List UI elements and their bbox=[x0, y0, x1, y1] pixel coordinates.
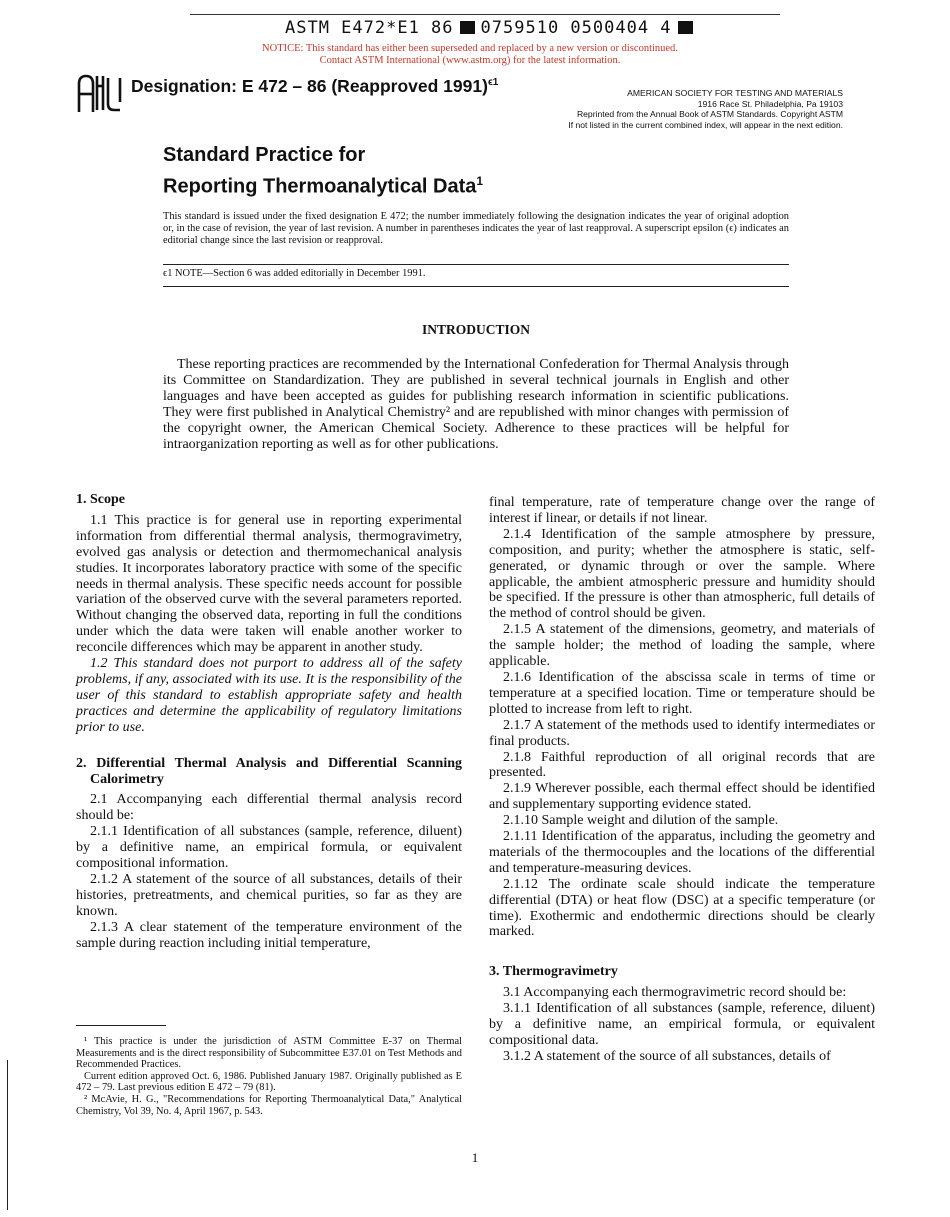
introduction-text: These reporting practices are recommended by the International Confederation for Thermal Analysis through its Committee on Standardization. They are published in several technical journals in English and other languages and have been accepted as guides for publishing research information in scientific publications. They were first published in Analytical Chemistry² and are republished with minor changes with permission of the copyright owner, the American Chemical Society. Adherence to these practices will be helpful for intraorganization reporting as well as for other publications. bbox=[163, 357, 789, 452]
designation-text: Designation: E 472 – 86 (Reapproved 1991) bbox=[131, 76, 488, 96]
designation bbox=[131, 76, 498, 97]
page-number: 1 bbox=[471, 1150, 479, 1165]
para-2-1-3-continued: final temperature, rate of temperature change over the range of interest if linear, or details if not linear. bbox=[489, 495, 875, 526]
para-2-1-9: 2.1.9 Wherever possible, each thermal effect should be identified and supplementary supporting evidence stated. bbox=[489, 781, 875, 813]
para-3-1-1: 3.1.1 Identification of all substances (sample, reference, diluent) by a definitive name, an empirical formula, or equivalent compositional data. bbox=[489, 1001, 875, 1048]
document-code-right: 0759510 0500404 4 bbox=[480, 18, 672, 38]
footnote-1-edition: Current edition approved Oct. 6, 1986. Published January 1987. Originally published as E 472 – 79. Last previous edition E 472 – 79 (81). bbox=[76, 1070, 462, 1094]
para-2-1-10: 2.1.10 Sample weight and dilution of the sample. bbox=[503, 813, 779, 829]
para-2-1-3: 2.1.3 A clear statement of the temperature environment of the sample during reaction including initial temperature, bbox=[76, 919, 462, 951]
notice-line-1: NOTICE: This standard has either been superseded and replaced by a new version or discontinued. bbox=[262, 43, 678, 54]
society-reprint: Reprinted from the Annual Book of ASTM Standards. Copyright ASTM bbox=[576, 109, 843, 119]
para-2-1-11: 2.1.11 Identification of the apparatus, including the geometry and materials of the thermocouples and the locations of the differential and temperature-measuring devices. bbox=[489, 829, 875, 876]
scan-edge-line bbox=[7, 1060, 8, 1210]
para-2-1-1: 2.1.1 Identification of all substances (sample, reference, diluent) by a definitive name, an empirical formula, or equivalent compositional information. bbox=[76, 824, 462, 872]
note-rule-top bbox=[163, 264, 789, 265]
section-3-heading: 3. Thermogravimetry bbox=[489, 964, 618, 980]
section-2-heading: 2. Differential Thermal Analysis and Differential Scanning Calorimetry bbox=[76, 755, 462, 787]
document-code-left: ASTM E472*E1 86 bbox=[285, 18, 454, 38]
left-column bbox=[76, 492, 462, 951]
document-code-line bbox=[285, 18, 725, 38]
para-2-1-4: 2.1.4 Identification of the sample atmosphere by pressure, composition, and purity; whether the atmosphere is static, self-generated, or dynamic through or over the sample. Where applicable, the ambient atmospheric pressure and humidity should be specified. If the pressure is other than atmospheric, full details of the method of control should be given. bbox=[489, 526, 875, 622]
title-footnote-marker: 1 bbox=[476, 174, 484, 188]
section-1-heading: 1. Scope bbox=[76, 492, 125, 507]
society-block bbox=[568, 88, 843, 130]
top-rule bbox=[190, 14, 780, 15]
designation-superscript: ϵ1 bbox=[487, 77, 499, 89]
para-2-1-5: 2.1.5 A statement of the dimensions, geometry, and materials of the sample holder; the method of loading the sample, where applicable. bbox=[489, 622, 875, 670]
document-title bbox=[163, 142, 483, 200]
society-name: AMERICAN SOCIETY FOR TESTING AND MATERIALS bbox=[627, 88, 843, 98]
footnotes bbox=[76, 1036, 462, 1117]
astm-logo-icon bbox=[76, 72, 124, 114]
para-2-1-12: 2.1.12 The ordinate scale should indicate the temperature differential (DTA) or heat flow (DSC) at a specific temperature (or time). Exothermic and endothermic directions should be clearly marked. bbox=[489, 876, 875, 940]
title-line-1: Standard Practice for bbox=[163, 144, 366, 166]
para-2-1-8: 2.1.8 Faithful reproduction of all original records that are presented. bbox=[489, 749, 875, 781]
notice-line-2: Contact ASTM International (www.astm.org) for the latest information. bbox=[319, 55, 621, 66]
footnote-1: ¹ This practice is under the jurisdiction of ASTM Committee E-37 on Thermal Measurements and is the direct responsibility of Subcommittee E37.01 on Test Methods and Recommended Practices. bbox=[76, 1036, 462, 1071]
para-3-1: 3.1 Accompanying each thermogravimetric record should be: bbox=[503, 985, 847, 1001]
society-address: 1916 Race St. Philadelphia, Pa 19103 bbox=[697, 98, 843, 109]
footnote-2: ² McAvie, H. G., "Recommendations for Reporting Thermoanalytical Data," Analytical Chemistry, Vol 39, No. 4, April 1967, p. 543. bbox=[76, 1093, 462, 1117]
para-1-2: 1.2 This standard does not purport to address all of the safety problems, if any, associated with its use. It is the responsibility of the user of this standard to establish appropriate safety and health practices and determine the applicability of regulatory limitations prior to use. bbox=[76, 656, 462, 735]
issued-statement: This standard is issued under the fixed designation E 472; the number immediately following the designation indicates the year of original adoption or, in the case of revision, the year of last revision. A number in parentheses indicates the year of last reapproval. A superscript epsilon (ϵ) indicates an editorial change since the last revision or reapproval. bbox=[163, 211, 789, 246]
right-column bbox=[489, 495, 875, 1065]
para-2-1-6: 2.1.6 Identification of the abscissa scale in terms of time or temperature at a specified location. Time or temperature should be plotted to increase from left to right. bbox=[489, 669, 875, 717]
editorial-note: ϵ1 NOTE—Section 6 was added editorially in December 1991. bbox=[163, 268, 426, 279]
barcode-block-icon bbox=[678, 21, 693, 34]
para-1-1: 1.1 This practice is for general use in reporting experimental information from differential thermal analysis, thermogravimetry, evolved gas analysis or detection and thermomechanical analysis studies. It incorporates laboratory practice with some of the specific needs in thermal analysis. These specific needs account for possible variation of the observed curve with the several parameters reported. Without changing the observed data, reporting in full the conditions under which the data were taken will enable another worker to reconcile differences which may be apparent in another study. bbox=[76, 512, 462, 656]
para-3-1-2: 3.1.2 A statement of the source of all substances, details of bbox=[503, 1048, 831, 1064]
barcode-block-icon bbox=[460, 21, 475, 34]
title-line-2: Reporting Thermoanalytical Data bbox=[163, 175, 477, 198]
introduction-heading: INTRODUCTION bbox=[421, 322, 530, 337]
footnote-rule bbox=[76, 1025, 166, 1026]
society-index-note: If not listed in the current combined index, will appear in the next edition. bbox=[568, 119, 843, 130]
para-2-1: 2.1 Accompanying each differential thermal analysis record should be: bbox=[76, 792, 462, 824]
para-2-1-7: 2.1.7 A statement of the methods used to identify intermediates or final products. bbox=[489, 717, 875, 749]
note-rule-bottom bbox=[163, 286, 789, 287]
para-2-1-2: 2.1.2 A statement of the source of all substances, details of their histories, pretreatments, and chemical purities, so far as they are known. bbox=[76, 871, 462, 919]
